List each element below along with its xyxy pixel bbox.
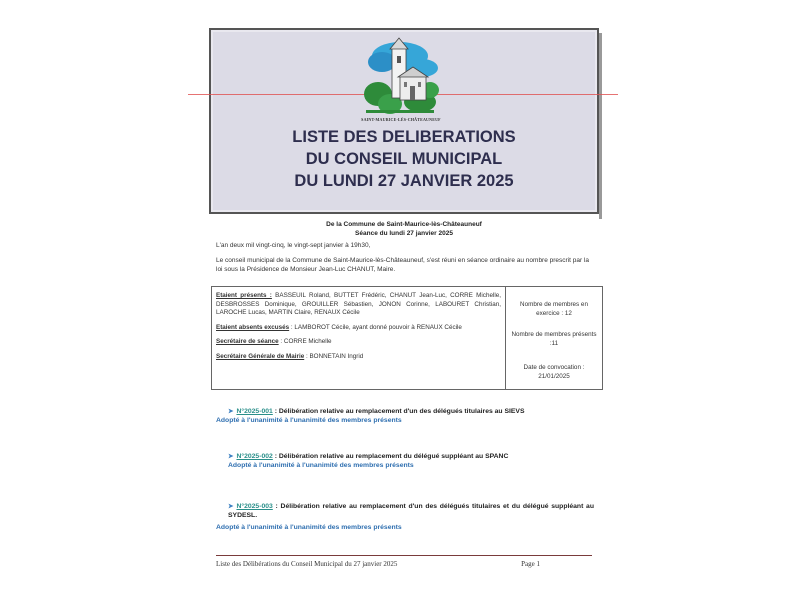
deliberation-result: Adopté à l'unanimité à l'unanimité des membres présents	[216, 524, 402, 531]
present-label: Etaient présents :	[216, 292, 272, 299]
commune-logo-icon	[360, 34, 440, 118]
deliberation-text: : Délibération relative au remplacement d'un des délégués titulaires au SIEVS	[272, 408, 525, 415]
title-line-2: DU CONSEIL MUNICIPAL	[305, 150, 503, 168]
secretaire-name: : CORRE Michelle	[278, 338, 332, 345]
arrow-bullet-icon: ➤	[228, 503, 234, 510]
secretaire-generale	[216, 353, 501, 362]
members-exercice: Nombre de membres en exercice : 12	[520, 301, 588, 317]
deliberation-item	[216, 502, 594, 532]
absent-names: : LAMBOROT Cécile, ayant donné pouvoir à RENAUX Cécile	[289, 323, 462, 331]
deliberation-number: N°2025-003	[236, 503, 273, 510]
intro-date: L'an deux mil vingt-cinq, le vingt-sept janvier à 19h30,	[216, 242, 371, 249]
commune-name: De la Commune de Saint-Maurice-lès-Châteauneuf	[326, 221, 482, 228]
arrow-bullet-icon: ➤	[228, 408, 234, 415]
members-list	[212, 287, 506, 389]
deliberation-result: Adopté à l'unanimité à l'unanimité des membres présents	[228, 462, 414, 469]
absent-label: Etaient absents excusés	[216, 323, 290, 331]
seance-date: Séance du lundi 27 janvier 2025	[355, 230, 453, 237]
deliberation-text: : Délibération relative au remplacement du délégué suppléant au SPANC	[272, 453, 509, 460]
convocation-date: Date de convocation : 21/01/2025	[523, 364, 585, 380]
deliberation-item	[216, 407, 594, 425]
intro-paragraph: Le conseil municipal de la Commune de Saint-Maurice-lès-Châteauneuf, s'est réuni en séance ordinaire au nombre prescrit par la loi sous la Présidence de Monsieur Jean-Luc CHANUT, Maire.	[216, 257, 590, 273]
deliberation-number: N°2025-002	[236, 453, 273, 460]
page-number: Page 1	[521, 560, 540, 568]
deliberation-item	[216, 452, 594, 470]
document-title	[209, 126, 599, 192]
title-line-1: LISTE DES DELIBERATIONS	[292, 128, 516, 146]
present-members	[216, 292, 501, 318]
deliberation-text: : Délibération relative au remplacement d'un des délégués titulaires et du délégué suppléant au SYDESL.	[228, 503, 594, 519]
absent-members	[216, 324, 501, 333]
secretaire-seance	[216, 338, 501, 347]
members-presents: Nombre de membres présents :11	[511, 331, 597, 347]
deliberation-number: N°2025-001	[236, 408, 273, 415]
arrow-bullet-icon: ➤	[228, 453, 234, 460]
deliberation-result: Adopté à l'unanimité à l'unanimité des membres présents	[216, 417, 402, 424]
members-counts	[506, 287, 602, 389]
sgm-name: : BONNETAIN Ingrid	[304, 352, 364, 360]
footer-divider	[216, 555, 592, 556]
secretaire-label: Secrétaire de séance	[216, 338, 279, 345]
footer-title: Liste des Délibérations du Conseil Municipal du 27 janvier 2025	[216, 560, 398, 568]
logo-caption: SAINT-MAURICE-LÈS-CHÂTEAUNEUF	[361, 117, 441, 122]
sgm-label: Secrétaire Générale de Mairie	[216, 352, 305, 360]
members-table	[211, 286, 603, 390]
commune-header	[214, 220, 594, 238]
present-names: BASSEUIL Roland, BUTTET Frédéric, CHANUT Jean-Luc, CORRE Michelle, DESBROSSES Dominique, GROUILLER Sébastien, JONON Corinne, LABOURET Christian, LAROCHE Lucas, MARTIN Claire, RENAUX Cécile	[216, 292, 501, 316]
title-line-3: DU LUNDI 27 JANVIER 2025	[294, 172, 514, 190]
page-footer	[216, 560, 592, 568]
